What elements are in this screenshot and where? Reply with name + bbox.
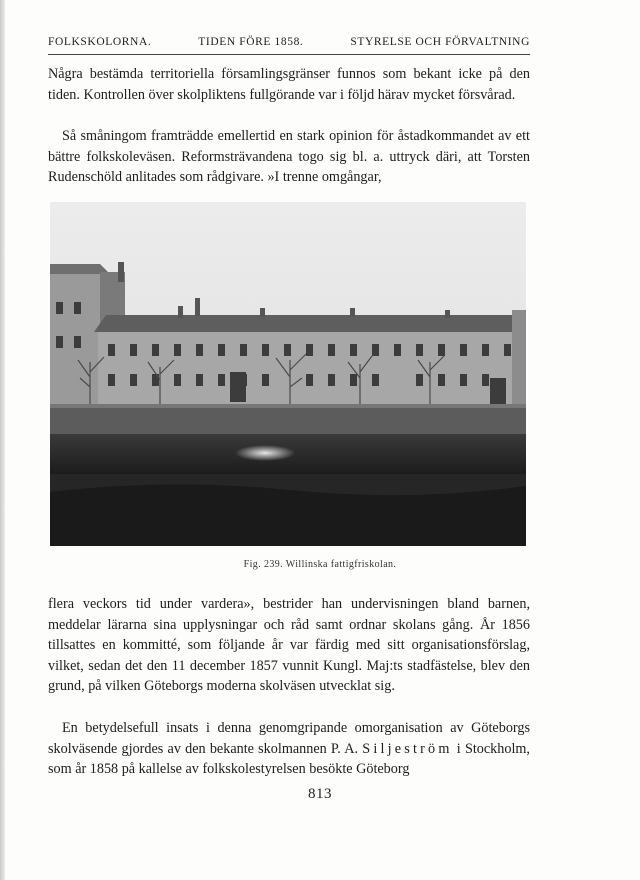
- running-header: [48, 36, 530, 48]
- paragraph-4-start: En betydelsefull insats i denna genomgripande omorganisation av Göteborgs skolväsende gjordes av den bekante skolmannen P. A.: [48, 720, 530, 757]
- paragraph-2: Så småningom framträdde emellertid en stark opinion för åstadkommandet av ett bättre folkskoleväsen. Reformsträvandena togo sig bl. a. uttryck däri, att Torsten Rudenschöld anlitades som rådgivare. »I trenne omgångar,: [48, 128, 530, 185]
- paragraph-3: flera veckors tid under vardera», bestrider han undervisningen bland barnen, meddelar lärarna sina upplysningar och råd samt ordnar skolans gång. År 1856 tillsattes en kommitté, som följande år var färdig med sitt organisationsförslag, vilket, sedan det den 11 december 1857 vunnit Kungl. Maj:ts stadfästelse, blev den grund, på vilken Göteborgs moderna skolväsen utvecklat sig.: [48, 596, 530, 694]
- header-period: TIDEN FÖRE 1858.: [198, 36, 304, 48]
- page-edge-shadow: [0, 0, 5, 880]
- header-topic: STYRELSE OCH FÖRVALTNING: [350, 36, 530, 48]
- paragraph-1: Några bestämda territoriella församlingsgränser funnos som bekant icke på den tiden. Kontrollen över skolpliktens fullgörande var i följd härav mycket försvårad.: [48, 66, 530, 103]
- person-name: Siljeström: [362, 740, 453, 757]
- building-photograph: [50, 202, 526, 546]
- header-section: FOLKSKOLORNA.: [48, 36, 152, 48]
- paragraph-4: [48, 718, 530, 780]
- figure-caption: Fig. 239. Willinska fattigfriskolan.: [243, 559, 397, 570]
- page-number: 813: [308, 786, 332, 802]
- header-rule: [48, 54, 530, 55]
- paragraph-4-end: i Stockholm, som år 1858 på kallelse av folkskolestyrelsen besökte Göteborg: [48, 740, 530, 777]
